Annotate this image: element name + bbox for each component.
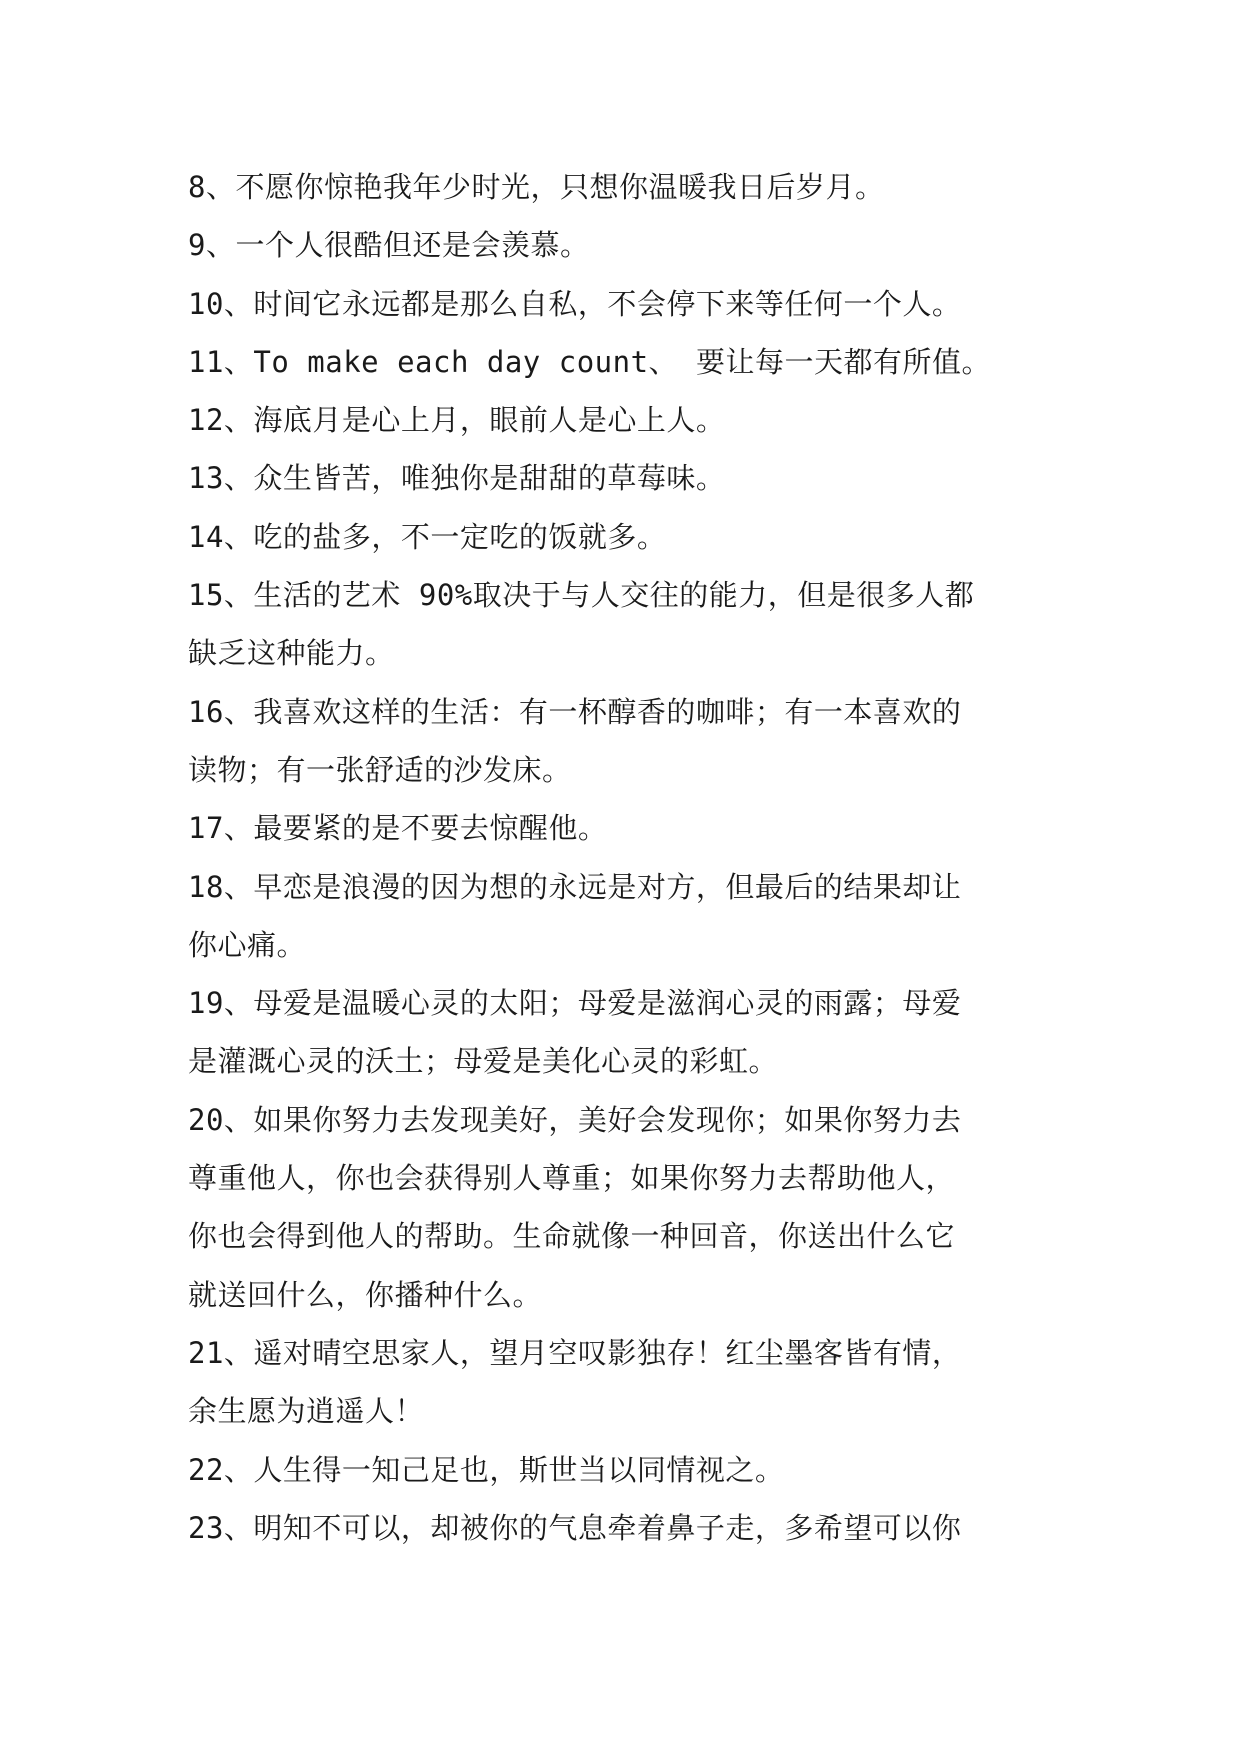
text-line: 就送回什么，你播种什么。 — [188, 1277, 543, 1312]
text-line: 13、众生皆苦，唯独你是甜甜的草莓味。 — [188, 461, 726, 496]
text-line: 你也会得到他人的帮助。生命就像一种回音，你送出什么它 — [188, 1219, 956, 1254]
text-line: 15、生活的艺术 90%取决于与人交往的能力，但是很多人都 — [188, 578, 975, 613]
text-line: 缺乏这种能力。 — [188, 636, 395, 671]
text-line: 18、早恋是浪漫的因为想的永远是对方，但最后的结果却让 — [188, 869, 962, 904]
text-line: 你心痛。 — [188, 927, 307, 962]
text-line: 是灌溉心灵的沃土；母爱是美化心灵的彩虹。 — [188, 1044, 779, 1079]
text-line: 余生愿为逍遥人！ — [188, 1394, 425, 1429]
text-line: 22、人生得一知己足也，斯世当以同情视之。 — [188, 1452, 785, 1487]
document-body — [188, 158, 1088, 1557]
text-line: 14、吃的盐多，不一定吃的饭就多。 — [188, 519, 667, 554]
text-line: 9、一个人很酷但还是会羡慕。 — [188, 228, 590, 263]
text-line: 读物；有一张舒适的沙发床。 — [188, 752, 572, 787]
text-line: 12、海底月是心上月，眼前人是心上人。 — [188, 403, 726, 438]
text-line: 10、时间它永远都是那么自私，不会停下来等任何一个人。 — [188, 286, 962, 321]
text-line: 11、To make each day count、 要让每一天都有所值。 — [188, 344, 991, 379]
text-line: 8、不愿你惊艳我年少时光，只想你温暖我日后岁月。 — [188, 170, 885, 204]
text-line: 17、最要紧的是不要去惊醒他。 — [188, 811, 608, 846]
text-line: 20、如果你努力去发现美好，美好会发现你；如果你努力去 — [188, 1102, 962, 1137]
text-line: 16、我喜欢这样的生活：有一杯醇香的咖啡；有一本喜欢的 — [188, 694, 962, 729]
text-line: 23、明知不可以，却被你的气息牵着鼻子走，多希望可以你 — [188, 1510, 962, 1545]
text-line: 21、遥对晴空思家人，望月空叹影独存！红尘墨客皆有情， — [188, 1335, 962, 1370]
text-line: 19、母爱是温暖心灵的太阳；母爱是滋润心灵的雨露；母爱 — [188, 986, 962, 1021]
text-line: 尊重他人，你也会获得别人尊重；如果你努力去帮助他人， — [188, 1161, 956, 1196]
